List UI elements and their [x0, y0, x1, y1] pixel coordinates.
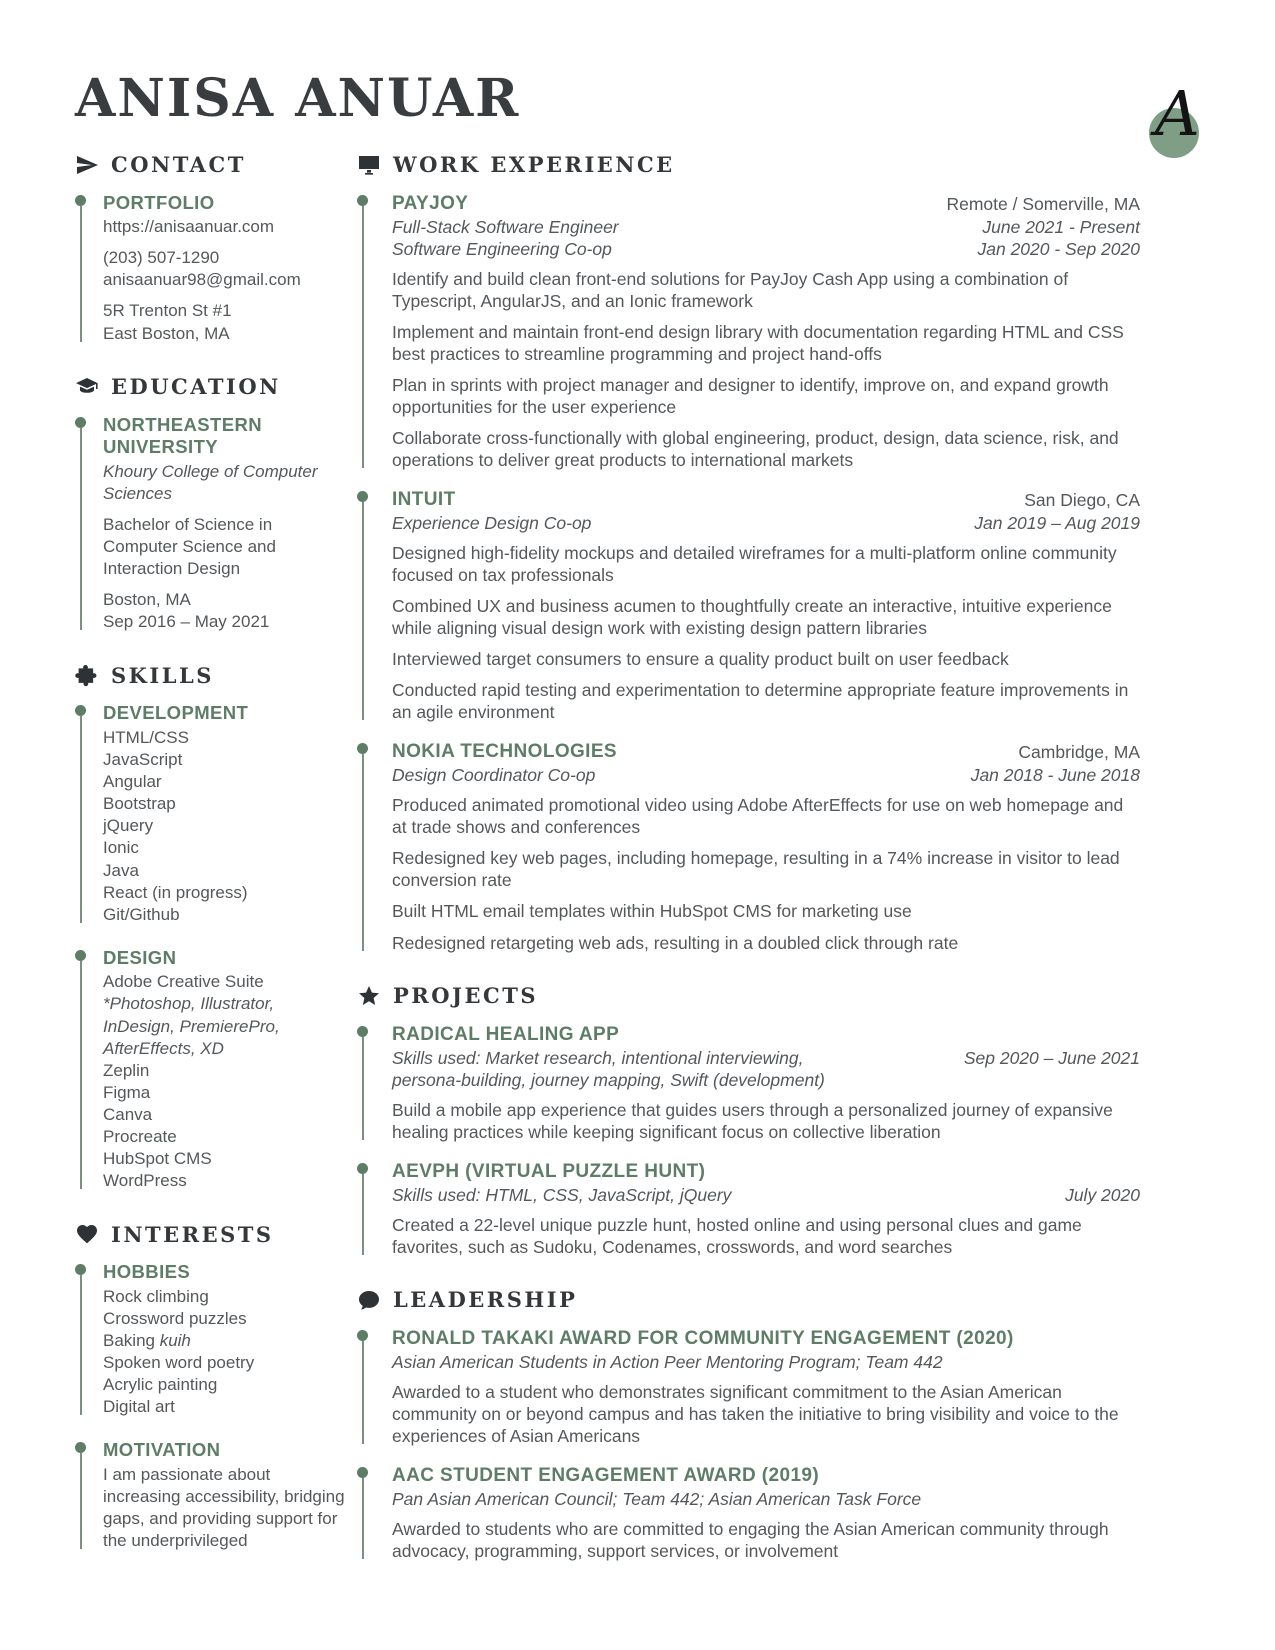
education-header: [75, 375, 347, 399]
columns: [75, 153, 1140, 1592]
award-description: Awarded to students who are committed to engaging the Asian American community through advocacy, programming, support services, or involvement: [392, 1518, 1109, 1561]
job-bullet: Produced animated promotional video using Adobe AfterEffects for use on web homepage and at trade shows and conferences: [392, 795, 1124, 838]
skill-item: Zeplin: [103, 1060, 150, 1080]
phone-number: (203) 507-1290: [103, 248, 220, 268]
hobby-baking-prefix: Baking: [103, 1331, 160, 1351]
work-entry-payjoy: [357, 192, 1140, 471]
entry-head-left: [392, 1160, 731, 1206]
address-line-2: East Boston, MA: [103, 323, 230, 343]
projects-header: [357, 984, 1140, 1008]
skill-item: jQuery: [103, 816, 154, 836]
education-title: EDUCATION: [111, 374, 281, 400]
award-subtitle: Asian American Students in Action Peer Mentoring Program; Team 442: [392, 1351, 943, 1372]
job-location: San Diego, CA: [1024, 489, 1140, 510]
page-title: ANISA ANUAR: [75, 68, 521, 129]
skill-item: Canva: [103, 1104, 153, 1124]
interests-title: INTERESTS: [111, 1221, 274, 1247]
skill-item: Angular: [103, 772, 162, 792]
skills-title: SKILLS: [111, 662, 214, 688]
entry-head-right: [946, 192, 1140, 260]
skill-item: Java: [103, 860, 139, 880]
work-entry-intuit: [357, 488, 1140, 723]
heart-icon: [75, 1222, 99, 1246]
main-column: [357, 153, 1140, 1592]
section-education: [75, 375, 347, 634]
contact-entry: [75, 192, 347, 345]
education-entry: [75, 414, 347, 634]
hobby-item: [103, 1330, 347, 1352]
section-leadership: [357, 1288, 1140, 1562]
job-title: Software Engineering Co-op: [392, 238, 612, 259]
job-title: Full-Stack Software Engineer: [392, 216, 619, 237]
contact-title: CONTACT: [111, 152, 246, 178]
interests-header: [75, 1222, 347, 1246]
puzzle-piece-icon: [75, 663, 99, 687]
job-title: Experience Design Co-op: [392, 512, 592, 533]
motivation-entry: [75, 1439, 347, 1552]
section-skills: [75, 663, 347, 1192]
skill-item: Figma: [103, 1082, 151, 1102]
work-title: WORK EXPERIENCE: [393, 152, 675, 178]
entry-head: [392, 740, 1140, 786]
job-dates: Jan 2019 – Aug 2019: [974, 512, 1140, 533]
sidebar: [75, 153, 347, 1592]
skill-item: Procreate: [103, 1127, 177, 1147]
contact-header: [75, 153, 347, 177]
skill-item: HTML/CSS: [103, 727, 189, 747]
hobby-item: Crossword puzzles: [103, 1308, 247, 1328]
speech-bubble-icon: [357, 1288, 381, 1312]
job-location: Cambridge, MA: [1018, 742, 1140, 763]
award-name: RONALD TAKAKI AWARD FOR COMMUNITY ENGAGEMENT (2020): [392, 1327, 1014, 1349]
skill-item: Git/Github: [103, 904, 180, 924]
skill-item: JavaScript: [103, 750, 183, 770]
company-name: INTUIT: [392, 488, 456, 510]
job-bullet: Conducted rapid testing and experimentation to determine appropriate feature improvements in an agile environment: [392, 680, 1129, 723]
monitor-icon: [357, 153, 381, 177]
education-location: Boston, MA: [103, 590, 191, 610]
award-description: Awarded to a student who demonstrates significant commitment to the Asian American community on or beyond campus and has taken the initiative to bring visibility and voice to the experiences of Asian Americans: [392, 1381, 1119, 1446]
job-bullet: Redesigned key web pages, including homepage, resulting in a 74% increase in visitor to lead conversion rate: [392, 848, 1120, 891]
skill-item: React (in progress): [103, 882, 248, 902]
skills-design-entry: [75, 947, 347, 1193]
job-dates: June 2021 - Present: [982, 216, 1140, 237]
company-name: PAYJOY: [392, 192, 469, 214]
leadership-header: [357, 1288, 1140, 1312]
job-bullet: Combined UX and business acumen to thoughtfully create an interactive, intuitive experience while aligning visual design work with existing design pattern libraries: [392, 596, 1112, 639]
project-entry-radical-healing: [357, 1023, 1140, 1143]
section-contact: [75, 153, 347, 345]
entry-head: [392, 488, 1140, 534]
email-address[interactable]: anisaanuar98@gmail.com: [103, 270, 301, 290]
hobby-item: Digital art: [103, 1397, 175, 1417]
job-title: Design Coordinator Co-op: [392, 765, 596, 786]
project-description: Created a 22-level unique puzzle hunt, hosted online and using personal clues and game favorites, such as Sudoku, Codenames, crosswords, and word searches: [392, 1214, 1082, 1257]
award-subtitle: Pan Asian American Council; Team 442; Asian American Task Force: [392, 1488, 922, 1509]
entry-head-left: [392, 1023, 825, 1091]
paper-plane-icon: [75, 153, 99, 177]
job-bullet: Built HTML email templates within HubSpot CMS for marketing use: [392, 901, 912, 922]
award-name: AAC STUDENT ENGAGEMENT AWARD (2019): [392, 1464, 820, 1486]
entry-head-right: [974, 488, 1140, 534]
project-description: Build a mobile app experience that guides users through a personalized journey of expansive healing practices while keeping significant focus on collective liberation: [392, 1099, 1113, 1142]
hobby-item: Acrylic painting: [103, 1375, 218, 1395]
skill-item-detail: *Photoshop, Illustrator, InDesign, PremierePro, AfterEffects, XD: [103, 994, 280, 1058]
section-work-experience: [357, 153, 1140, 954]
school-name: NORTHEASTERN UNIVERSITY: [103, 413, 262, 458]
project-name: AEVPH (VIRTUAL PUZZLE HUNT): [392, 1160, 706, 1182]
hobby-baking-italic: kuih: [159, 1331, 191, 1351]
job-bullet: Collaborate cross-functionally with global engineering, product, design, data science, risk, and operations to deliver great products to international markets: [392, 427, 1119, 470]
job-bullet: Designed high-fidelity mockups and detailed wireframes for a multi-platform online community focused on tax professionals: [392, 542, 1117, 586]
entry-head: [392, 192, 1140, 260]
project-skills: Skills used: HTML, CSS, JavaScript, jQuery: [392, 1184, 732, 1205]
work-header: [357, 153, 1140, 177]
portfolio-heading: PORTFOLIO: [103, 191, 215, 213]
degree: Bachelor of Science in Computer Science and Interaction Design: [103, 514, 276, 579]
section-interests: [75, 1222, 347, 1552]
project-name: RADICAL HEALING APP: [392, 1023, 620, 1045]
hobbies-heading: HOBBIES: [103, 1261, 191, 1283]
monogram-logo: [1149, 77, 1203, 166]
entry-head-left: [392, 740, 617, 786]
spacer: [964, 1023, 1140, 1047]
skill-item: Bootstrap: [103, 794, 176, 814]
job-dates: Jan 2020 - Sep 2020: [977, 238, 1140, 259]
project-entry-aevph: [357, 1160, 1140, 1258]
graduation-cap-icon: [75, 375, 99, 399]
section-projects: [357, 984, 1140, 1258]
leadership-entry-takaki-award: [357, 1327, 1140, 1447]
hobby-item: Rock climbing: [103, 1286, 209, 1306]
design-heading: DESIGN: [103, 946, 177, 968]
job-bullet: Interviewed target consumers to ensure a quality product built on user feedback: [392, 649, 1009, 670]
project-dates: Sep 2020 – June 2021: [963, 1047, 1140, 1068]
job-bullet: Plan in sprints with project manager and designer to identify, improve on, and expand growth opportunities for the user experience: [392, 374, 1109, 417]
project-skills: Skills used: Market research, intentional interviewing,: [392, 1047, 804, 1068]
work-entry-nokia: [357, 740, 1140, 953]
entry-head-right: [971, 740, 1140, 786]
entry-head-left: [392, 488, 591, 534]
entry-head-right: [964, 1023, 1140, 1069]
leadership-title: LEADERSHIP: [393, 1287, 578, 1313]
entry-head: [392, 1023, 1140, 1091]
logo-letter: A: [1155, 77, 1200, 150]
motivation-heading: MOTIVATION: [103, 1439, 221, 1461]
address-line-1: 5R Trenton St #1: [103, 301, 232, 321]
skill-item: Ionic: [103, 838, 139, 858]
college-name: Khoury College of Computer Sciences: [103, 461, 318, 503]
entry-head-left: [392, 192, 619, 260]
portfolio-url[interactable]: https://anisaanuar.com: [103, 217, 275, 237]
skills-development-entry: [75, 702, 347, 925]
projects-title: PROJECTS: [393, 983, 538, 1009]
job-bullet: Identify and build clean front-end solutions for PayJoy Cash App using a combination of Typescript, AngularJS, and an Ionic framework: [392, 268, 1069, 311]
project-skills: persona-building, journey mapping, Swift (development): [392, 1069, 825, 1090]
job-location: Remote / Somerville, MA: [946, 193, 1140, 214]
job-bullet: Implement and maintain front-end design library with documentation regarding HTML and CSS best practices to streamline programming and project hand-offs: [392, 321, 1124, 364]
job-bullet: Redesigned retargeting web ads, resulting in a doubled click through rate: [392, 932, 959, 953]
skill-item: HubSpot CMS: [103, 1149, 212, 1169]
skills-header: [75, 663, 347, 687]
company-name: NOKIA TECHNOLOGIES: [392, 741, 618, 763]
education-dates: Sep 2016 – May 2021: [103, 612, 270, 632]
development-heading: DEVELOPMENT: [103, 702, 249, 724]
motivation-text: I am passionate about increasing accessibility, bridging gaps, and providing support for the underprivileged: [103, 1465, 345, 1551]
leadership-entry-aac-award: [357, 1464, 1140, 1562]
skill-item: WordPress: [103, 1171, 187, 1191]
job-dates: Jan 2018 - June 2018: [970, 765, 1140, 786]
skill-item: Adobe Creative Suite: [103, 972, 264, 992]
hobbies-entry: [75, 1261, 347, 1418]
entry-head: [392, 1160, 1140, 1206]
hobby-item: Spoken word poetry: [103, 1353, 255, 1373]
project-dates: July 2020: [1065, 1184, 1140, 1205]
star-icon: [357, 984, 381, 1008]
spacer: [1065, 1160, 1140, 1184]
entry-head-right: [1065, 1160, 1140, 1206]
